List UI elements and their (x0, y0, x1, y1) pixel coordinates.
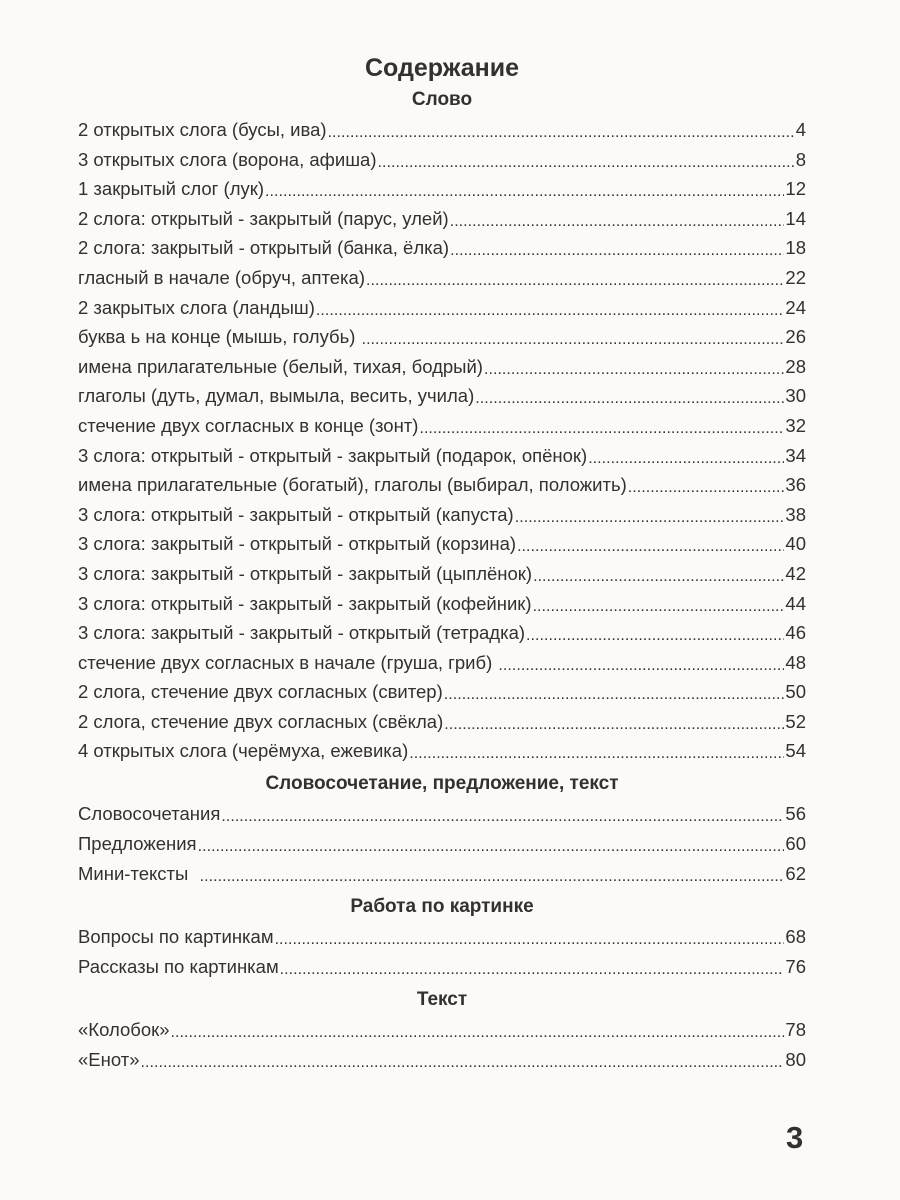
dot-leader (475, 391, 784, 410)
entry-title: 4 открытых слога (черёмуха, ежевика) (78, 740, 409, 762)
dot-leader (526, 628, 784, 647)
entry-page-number: 62 (785, 863, 806, 885)
entry-page-number: 46 (785, 622, 806, 644)
dot-leader (316, 303, 785, 322)
entry-page-number: 18 (785, 237, 806, 259)
entry-title: Словосочетания (78, 803, 221, 825)
entry-title: 2 открытых слога (бусы, ива) (78, 119, 327, 140)
dot-leader (533, 569, 784, 588)
entry-page-number: 26 (785, 326, 806, 348)
toc-entry[interactable] (78, 263, 806, 293)
toc-entry[interactable] (78, 115, 806, 145)
toc-entry[interactable] (78, 500, 806, 530)
entry-page-number: 56 (785, 803, 806, 825)
toc-entry[interactable] (78, 799, 806, 829)
entry-page-number: 4 (795, 119, 806, 140)
dot-leader (419, 421, 784, 440)
entry-title: 2 закрытых слога (ландыш) (78, 296, 315, 318)
entry-title: 3 слога: закрытый - открытый - открытый (корзина) (78, 533, 517, 555)
dot-leader (409, 746, 784, 765)
toc-entry[interactable] (78, 859, 806, 889)
entry-title: 2 слога: закрытый - открытый (банка, ёлка) (78, 237, 450, 259)
table-of-contents (78, 51, 806, 1075)
toc-entry[interactable] (78, 829, 806, 859)
dot-leader (265, 184, 784, 203)
page-title: Содержание (364, 54, 520, 82)
dot-leader (171, 1025, 785, 1044)
entry-page-number: 12 (785, 178, 806, 200)
section-entries (78, 922, 806, 982)
entry-page-number: 80 (785, 1049, 806, 1071)
entry-title: Вопросы по картинкам (78, 926, 274, 948)
entry-title: «Енот» (78, 1049, 140, 1071)
entry-page-number: 28 (785, 355, 806, 377)
toc-entry[interactable] (78, 204, 806, 234)
entry-title: буква ь на конце (мышь, голубь) (78, 326, 361, 348)
entry-page-number: 52 (785, 710, 806, 732)
dot-leader (450, 214, 785, 233)
dot-leader (198, 839, 785, 858)
entry-title: 3 слога: открытый - открытый - закрытый (подарок, опёнок) (78, 444, 588, 466)
dot-leader (378, 155, 795, 174)
dot-leader (200, 869, 785, 888)
entry-title: 3 слога: открытый - закрытый - закрытый (кофейник) (78, 592, 532, 614)
entry-title: 2 слога: открытый - закрытый (парус, улей) (78, 207, 449, 229)
dot-leader (498, 658, 784, 677)
toc-entry[interactable] (78, 529, 806, 559)
entry-page-number: 32 (785, 414, 806, 436)
dot-leader (450, 243, 784, 262)
entry-page-number: 50 (785, 681, 806, 703)
dot-leader (484, 362, 784, 381)
section-heading: Текст (416, 989, 468, 1011)
section-heading: Слово (411, 89, 473, 110)
toc-entry[interactable] (78, 677, 806, 707)
section-heading: Работа по картинке (350, 896, 534, 918)
entry-title: имена прилагательные (белый, тихая, бодрый) (78, 355, 483, 377)
toc-entry[interactable] (78, 559, 806, 589)
entry-title: 1 закрытый слог (лук) (78, 178, 265, 200)
entry-title: имена прилагательные (богатый), глаголы (выбирал, положить) (78, 474, 627, 496)
toc-entry[interactable] (78, 589, 806, 619)
dot-leader (444, 717, 784, 736)
dot-leader (141, 1055, 785, 1074)
toc-entry[interactable] (78, 707, 806, 737)
entry-page-number: 42 (785, 562, 806, 584)
dot-leader (221, 809, 784, 828)
entry-page-number: 60 (785, 833, 806, 855)
entry-title: Рассказы по картинкам (78, 956, 279, 978)
section-entries (78, 1015, 806, 1075)
toc-entry[interactable] (78, 145, 806, 175)
entry-title: Предложения (78, 833, 197, 855)
dot-leader (533, 599, 785, 618)
dot-leader (515, 510, 785, 529)
entry-title: глаголы (дуть, думал, вымыла, весить, учила) (78, 385, 475, 407)
dot-leader (517, 539, 784, 558)
toc-entry[interactable] (78, 952, 806, 982)
toc-entry[interactable] (78, 322, 806, 352)
toc-entry[interactable] (78, 352, 806, 382)
entry-page-number: 36 (785, 474, 806, 496)
toc-entry[interactable] (78, 736, 806, 766)
dot-leader (366, 273, 784, 292)
entry-title: гласный в начале (обруч, аптека) (78, 266, 365, 288)
dot-leader (588, 451, 784, 470)
entry-page-number: 44 (785, 592, 806, 614)
entry-title: 3 слога: открытый - закрытый - открытый (капуста) (78, 503, 514, 525)
toc-entry[interactable] (78, 441, 806, 471)
entry-page-number: 24 (785, 296, 806, 318)
toc-entry[interactable] (78, 381, 806, 411)
toc-entry[interactable] (78, 411, 806, 441)
entry-page-number: 48 (785, 651, 806, 673)
entry-title: 3 слога: закрытый - закрытый - открытый (тетрадка) (78, 622, 526, 644)
entry-page-number: 34 (785, 444, 806, 466)
toc-entry[interactable] (78, 922, 806, 952)
dot-leader (328, 125, 795, 144)
section-heading: Словосочетание, предложение, текст (265, 773, 619, 795)
entry-page-number: 22 (785, 266, 806, 288)
toc-entry[interactable] (78, 470, 806, 500)
entry-page-number: 40 (785, 533, 806, 555)
entry-title: 2 слога, стечение двух согласных (свёкла) (78, 710, 444, 732)
toc-entry[interactable] (78, 618, 806, 648)
entry-title: Мини-тексты (78, 863, 199, 885)
toc-sections (78, 85, 806, 1075)
entry-title: 3 открытых слога (ворона, афиша) (78, 148, 377, 170)
toc-entry[interactable] (78, 1015, 806, 1045)
entry-title: стечение двух согласных в начале (груша, гриб) (78, 651, 498, 673)
entry-page-number: 30 (785, 385, 806, 407)
entry-page-number: 8 (795, 148, 806, 170)
entry-page-number: 68 (785, 926, 806, 948)
entry-page-number: 54 (785, 740, 806, 762)
entry-page-number: 78 (785, 1019, 806, 1041)
dot-leader (280, 962, 785, 981)
entry-page-number: 14 (785, 207, 806, 229)
toc-entry[interactable] (78, 1045, 806, 1075)
entry-title: «Колобок» (78, 1019, 170, 1041)
entry-title: стечение двух согласных в конце (зонт) (78, 414, 419, 436)
dot-leader (628, 480, 785, 499)
dot-leader (275, 932, 785, 951)
toc-entry[interactable] (78, 174, 806, 204)
entry-title: 3 слога: закрытый - открытый - закрытый (цыплёнок) (78, 562, 533, 584)
entry-page-number: 76 (785, 956, 806, 978)
section-entries (78, 115, 806, 766)
section-entries (78, 799, 806, 889)
page-number: 3 (786, 1120, 804, 1155)
toc-entry[interactable] (78, 233, 806, 263)
dot-leader (362, 332, 785, 351)
dot-leader (444, 687, 785, 706)
entry-title: 2 слога, стечение двух согласных (свитер) (78, 681, 443, 703)
entry-page-number: 38 (785, 503, 806, 525)
toc-entry[interactable] (78, 293, 806, 323)
toc-entry[interactable] (78, 648, 806, 678)
